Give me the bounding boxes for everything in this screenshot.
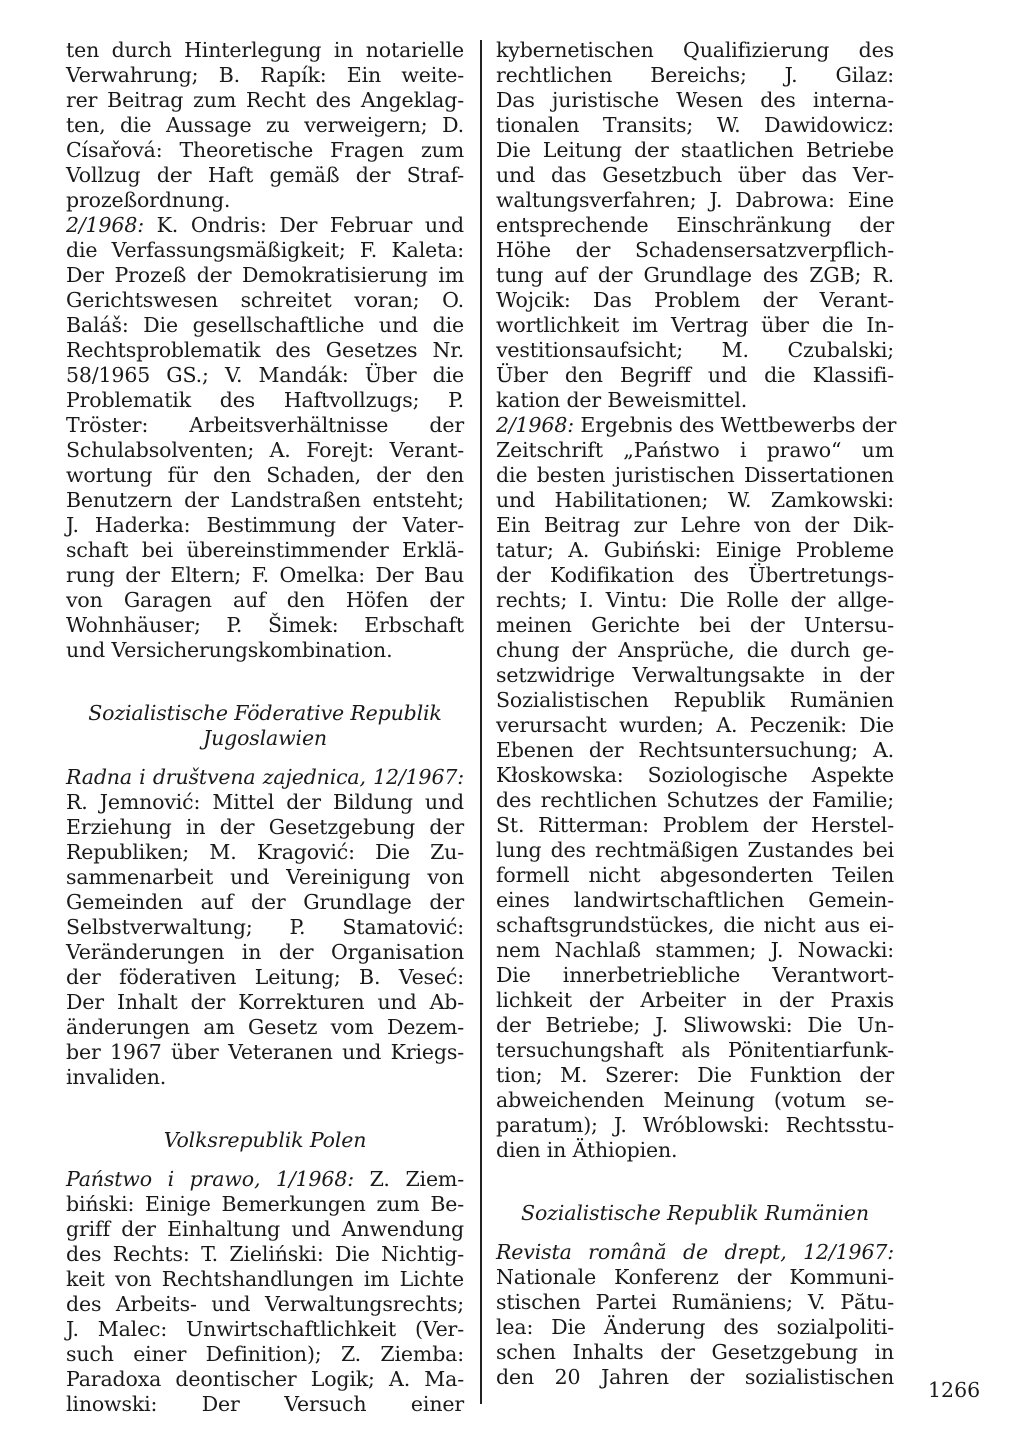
section-heading: Sozialistische Republik Rumänien: [521, 1201, 869, 1225]
line-text: nem Nachlaß stammen; J. Nowacki:: [496, 938, 894, 962]
line-text: keit von Rechtshandlungen im Lichte: [66, 1267, 464, 1291]
line-text: vestitionsaufsicht; M. Czubalski;: [496, 338, 894, 362]
text-line: [496, 638, 894, 663]
line-text: ber 1967 über Veteranen und Kriegs-: [66, 1040, 464, 1064]
text-line: [496, 1063, 894, 1088]
line-text: des Rechts: T. Zieliński: Die Nichtig-: [66, 1242, 464, 1266]
text-line: [66, 463, 464, 488]
line-text: rechts; I. Vintu: Die Rolle der allge-: [496, 588, 894, 612]
line-text: kybernetischen Qualifizierung des: [496, 38, 894, 62]
text-line: [496, 813, 894, 838]
line-text: waltungsverfahren; J. Dabrowa: Eine: [496, 188, 894, 212]
text-line: [66, 1342, 464, 1367]
line-text: tionalen Transits; W. Dawidowicz:: [496, 113, 894, 137]
text-line: [496, 1013, 894, 1038]
text-line: [496, 188, 894, 213]
line-text: die besten juristischen Dissertationen: [496, 463, 894, 487]
line-text: Über den Begriff und die Klassifi-: [496, 363, 894, 387]
line-text: J. Malec: Unwirtschaftlichkeit (Ver-: [66, 1317, 464, 1341]
text-line: [496, 438, 894, 463]
line-text: dien in Äthiopien.: [496, 1138, 678, 1162]
line-text: Benutzern der Landstraßen entsteht;: [66, 488, 464, 512]
section-gap: [66, 1153, 464, 1167]
line-text: Tröster: Arbeitsverhältnisse der: [66, 413, 464, 437]
line-text: Ergebnis des Wettbewerbs der: [573, 413, 897, 437]
text-line: [496, 163, 894, 188]
line-text: such einer Definition); Z. Ziemba:: [66, 1342, 464, 1366]
text-line: [496, 1290, 894, 1315]
line-text: Z. Ziem-: [353, 1167, 464, 1191]
section-gap: [496, 1226, 894, 1240]
text-line: [496, 1088, 894, 1113]
section-gap: [496, 1163, 894, 1201]
line-text: R. Jemnović: Mittel der Bildung und: [66, 790, 464, 814]
line-text: paratum); J. Wróblowski: Rechtsstu-: [496, 1113, 894, 1137]
section-heading: Sozialistische Föderative Republik: [88, 701, 442, 725]
line-text: der Betriebe; J. Sliwowski: Die Un-: [496, 1013, 894, 1037]
text-line: [66, 915, 464, 940]
text-line: [66, 88, 464, 113]
text-line: [496, 238, 894, 263]
text-line: [66, 513, 464, 538]
line-text: des Arbeits- und Verwaltungsrechts;: [66, 1292, 464, 1316]
text-line: [496, 1138, 894, 1163]
text-line: [496, 1038, 894, 1063]
text-line: [496, 1113, 894, 1138]
line-text: Erziehung in der Gesetzgebung der: [66, 815, 464, 839]
text-line: [496, 588, 894, 613]
line-text: J. Haderka: Bestimmung der Vater-: [66, 513, 464, 537]
line-text: biński: Einige Bemerkungen zum Be-: [66, 1192, 464, 1216]
line-text: stischen Partei Rumäniens; V. Pătu-: [496, 1290, 894, 1314]
text-line: [496, 38, 894, 63]
line-text: die Verfassungsmäßigkeit; F. Kaleta:: [66, 238, 464, 262]
text-line: [496, 413, 897, 438]
text-line: [66, 765, 464, 790]
text-line: [66, 1040, 464, 1065]
text-line: [66, 990, 464, 1015]
text-line: [66, 313, 464, 338]
text-line: [496, 88, 894, 113]
text-line: [66, 538, 464, 563]
line-text: schen Inhalts der Gesetzgebung in: [496, 1340, 894, 1364]
text-line: [66, 1167, 464, 1192]
line-text: verursacht wurden; A. Peczenik: Die: [496, 713, 894, 737]
text-line: [496, 963, 894, 988]
text-line: [66, 63, 464, 88]
line-text: chung der Ansprüche, die durch ge-: [496, 638, 894, 662]
line-text: des rechtlichen Schutzes der Familie;: [496, 788, 894, 812]
text-line: [66, 890, 464, 915]
text-line: [496, 838, 894, 863]
text-line: [496, 363, 894, 388]
text-line: [496, 288, 894, 313]
line-text: eines landwirtschaftlichen Gemein-: [496, 888, 894, 912]
text-line: [66, 1065, 464, 1090]
text-line: [496, 263, 894, 288]
line-text: Veränderungen in der Organisation: [66, 940, 464, 964]
line-text: Vollzug der Haft gemäß der Straf-: [66, 163, 464, 187]
section-heading: Volksrepublik Polen: [163, 1128, 367, 1152]
text-line: [66, 815, 464, 840]
text-line: [66, 113, 464, 138]
text-line: [66, 1267, 464, 1292]
text-line: [496, 1315, 894, 1340]
line-text: Gerichtswesen schreitet voran; O.: [66, 288, 464, 312]
text-line: [66, 865, 464, 890]
line-text: tersuchungshaft als Pönitentiarfunk-: [496, 1038, 894, 1062]
line-text: Císařová: Theoretische Fragen zum: [66, 138, 464, 162]
line-text: tatur; A. Gubiński: Einige Probleme: [496, 538, 894, 562]
line-text: Die innerbetriebliche Verantwort-: [496, 963, 894, 987]
line-text: entsprechende Einschränkung der: [496, 213, 894, 237]
line-text: tion; M. Szerer: Die Funktion der: [496, 1063, 894, 1087]
text-line: [66, 363, 464, 388]
text-line: [66, 1367, 464, 1392]
text-line: [66, 38, 464, 63]
text-line: [66, 438, 464, 463]
line-text: Kłoskowska: Soziologische Aspekte: [496, 763, 894, 787]
section-heading: Jugoslawien: [203, 726, 327, 750]
line-text: Gemeinden auf der Grundlage der: [66, 890, 464, 914]
line-text: rer Beitrag zum Recht des Angeklag-: [66, 88, 464, 112]
line-text: Zeitschrift „Państwo i prawo“ um: [496, 438, 894, 462]
line-text: Das juristische Wesen des interna-: [496, 88, 894, 112]
text-line: [66, 965, 464, 990]
text-line: [66, 1217, 464, 1242]
text-line: [496, 463, 894, 488]
line-text: Die Leitung der staatlichen Betriebe: [496, 138, 894, 162]
text-line: [496, 1265, 894, 1290]
line-text: St. Ritterman: Problem der Herstel-: [496, 813, 894, 837]
line-text: lea: Die Änderung des sozialpoliti-: [496, 1315, 894, 1339]
line-text: rung der Eltern; F. Omelka: Der Bau: [66, 563, 464, 587]
line-text: Baláš: Die gesellschaftliche und die: [66, 313, 464, 337]
journal-citation: Revista română de drept, 12/1967:: [496, 1240, 894, 1264]
line-text: abweichenden Meinung (votum se-: [496, 1088, 894, 1112]
text-line: [66, 638, 464, 663]
text-line: [496, 938, 894, 963]
text-line: [496, 388, 894, 413]
text-line: [66, 413, 464, 438]
journal-citation: Państwo i prawo, 1/1968:: [66, 1167, 354, 1191]
line-text: Der Inhalt der Korrekturen und Ab-: [66, 990, 464, 1014]
page-number: 1266: [928, 1378, 981, 1402]
text-line: [66, 388, 464, 413]
line-text: griff der Einhaltung und Anwendung: [66, 1217, 464, 1241]
line-text: Ebenen der Rechtsuntersuchung; A.: [496, 738, 894, 762]
line-text: ten, die Aussage zu verweigern; D.: [66, 113, 464, 137]
line-text: und Habilitationen; W. Zamkowski:: [496, 488, 894, 512]
text-line: [496, 138, 894, 163]
text-line: [66, 238, 464, 263]
line-text: schaftsgrundstückes, die nicht aus ei-: [496, 913, 894, 937]
section-gap: [66, 1090, 464, 1128]
line-text: setzwidrige Verwaltungsakte in der: [496, 663, 894, 687]
text-line: [66, 338, 464, 363]
text-line: [496, 63, 894, 88]
text-line: [496, 888, 894, 913]
text-line: [66, 188, 464, 213]
right-column: [496, 38, 897, 1390]
line-text: kation der Beweismittel.: [496, 388, 748, 412]
text-line: [66, 213, 464, 238]
text-line: [496, 663, 894, 688]
left-column: [66, 38, 464, 1417]
line-text: lichkeit der Arbeiter in der Praxis: [496, 988, 894, 1012]
line-text: der Kodifikation des Übertretungs-: [496, 563, 894, 587]
line-text: und das Gesetzbuch über das Ver-: [496, 163, 894, 187]
text-line: [66, 1317, 464, 1342]
text-line: [496, 538, 894, 563]
text-line: [496, 1340, 894, 1365]
text-line: [66, 940, 464, 965]
text-line: [66, 790, 464, 815]
text-line: [496, 788, 894, 813]
text-line: [496, 563, 894, 588]
line-text: änderungen am Gesetz vom Dezem-: [66, 1015, 464, 1039]
line-text: Ein Beitrag zur Lehre von der Dik-: [496, 513, 894, 537]
line-text: Problematik des Haftvollzugs; P.: [66, 388, 464, 412]
text-line: [496, 688, 894, 713]
text-line: [66, 563, 464, 588]
text-line: [66, 163, 464, 188]
line-text: wortung für den Schaden, der den: [66, 463, 464, 487]
line-text: Selbstverwaltung; P. Stamatović:: [66, 915, 464, 939]
column-divider: [480, 40, 482, 1404]
line-text: schaft bei übereinstimmender Erklä-: [66, 538, 464, 562]
line-text: Schulabsolventen; A. Forejt: Verant-: [66, 438, 464, 462]
text-line: [66, 263, 464, 288]
line-text: Verwahrung; B. Rapík: Ein weite-: [66, 63, 464, 87]
text-line: [496, 488, 894, 513]
text-line: [496, 1365, 894, 1390]
text-line: [496, 713, 894, 738]
text-line: [496, 988, 894, 1013]
text-line: [66, 840, 464, 865]
line-text: tung auf der Grundlage des ZGB; R.: [496, 263, 894, 287]
line-text: Nationale Konferenz der Kommuni-: [496, 1265, 894, 1289]
text-line: [66, 288, 464, 313]
line-text: meinen Gerichte bei der Untersu-: [496, 613, 894, 637]
text-line: [496, 513, 894, 538]
text-line: [66, 588, 464, 613]
text-line: [496, 338, 894, 363]
text-line: [496, 738, 894, 763]
text-line: [496, 763, 894, 788]
line-text: rechtlichen Bereichs; J. Gilaz:: [496, 63, 894, 87]
line-text: prozeßordnung.: [66, 188, 231, 212]
text-line: [496, 863, 894, 888]
line-text: Rechtsproblematik des Gesetzes Nr.: [66, 338, 464, 362]
line-text: Wohnhäuser; P. Šimek: Erbschaft: [66, 613, 464, 637]
text-line: [66, 488, 464, 513]
line-text: der föderativen Leitung; B. Veseć:: [66, 965, 464, 989]
line-text: von Garagen auf den Höfen der: [66, 588, 464, 612]
line-text: und Versicherungskombination.: [66, 638, 393, 662]
line-text: Paradoxa deontischer Logik; A. Ma-: [66, 1367, 464, 1391]
text-line: [496, 313, 894, 338]
text-line: [66, 613, 464, 638]
text-line: [496, 113, 894, 138]
text-line: [66, 1292, 464, 1317]
line-text: Höhe der Schadensersatzverpflich-: [496, 238, 894, 262]
line-text: K. Ondris: Der Februar und: [143, 213, 464, 237]
journal-citation: 2/1968:: [66, 213, 144, 237]
line-text: Wojcik: Das Problem der Verant-: [496, 288, 894, 312]
line-text: 58/1965 GS.; V. Mandák: Über die: [66, 363, 464, 387]
text-line: [496, 1240, 894, 1265]
line-text: Sozialistischen Republik Rumänien: [496, 688, 894, 712]
line-text: linowski: Der Versuch einer: [66, 1392, 464, 1416]
text-line: [66, 1192, 464, 1217]
line-text: Republiken; M. Kragović: Die Zu-: [66, 840, 464, 864]
section-gap: [66, 663, 464, 701]
line-text: wortlichkeit im Vertrag über die In-: [496, 313, 894, 337]
text-line: [496, 213, 894, 238]
text-line: [496, 913, 894, 938]
line-text: sammenarbeit und Vereinigung von: [66, 865, 464, 889]
text-line: [66, 1392, 464, 1417]
line-text: Der Prozeß der Demokratisierung im: [66, 263, 464, 287]
section-gap: [66, 751, 464, 765]
text-line: [66, 1242, 464, 1267]
line-text: den 20 Jahren der sozialistischen: [496, 1365, 894, 1389]
journal-citation: 2/1968:: [496, 413, 574, 437]
line-text: invaliden.: [66, 1065, 167, 1089]
text-line: [66, 1015, 464, 1040]
text-line: [496, 613, 894, 638]
text-line: [66, 138, 464, 163]
line-text: lung des rechtmäßigen Zustandes bei: [496, 838, 894, 862]
line-text: formell nicht abgesonderten Teilen: [496, 863, 894, 887]
line-text: ten durch Hinterlegung in notarielle: [66, 38, 464, 62]
journal-citation: Radna i društvena zajednica, 12/1967:: [66, 765, 464, 789]
